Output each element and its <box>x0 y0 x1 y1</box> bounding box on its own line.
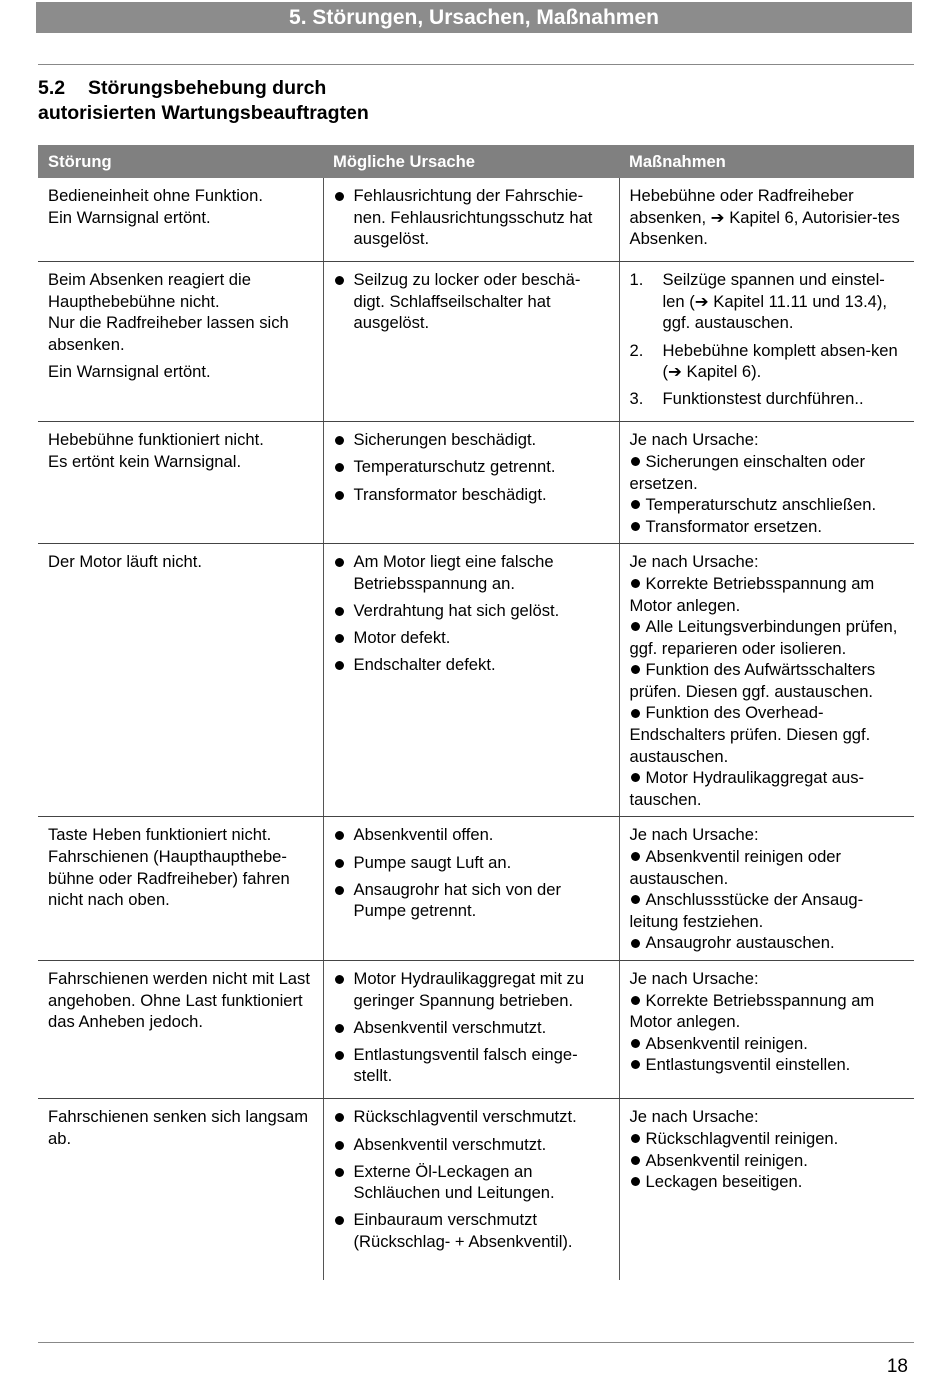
bullet-icon <box>631 895 640 904</box>
stoerung-text: Nur die Radfreiheber lassen sich absenken. <box>48 313 289 355</box>
cell-ursache <box>323 817 619 961</box>
table-header-row <box>38 145 914 178</box>
measure-text: Funktion des Overhead-Endschalters prüfen. Diesen ggf. austauschen. <box>629 703 871 766</box>
table-row <box>38 961 914 1099</box>
header-rule <box>38 64 914 65</box>
cell-stoerung <box>38 817 323 961</box>
stoerung-text: Hebebühne funktioniert nicht. <box>48 430 264 450</box>
measure-item <box>630 990 907 1033</box>
measure-text: Anschlussstücke der Ansaug-leitung festziehen. <box>629 890 864 931</box>
measure-item <box>630 889 907 932</box>
step-text: Funktionstest durchführen.. <box>662 389 864 409</box>
fault-table <box>38 145 914 1280</box>
step-text: Seilzüge spannen und einstel-len (➔ Kapitel 11.11 und 13.4), ggf. austauschen. <box>662 270 888 333</box>
cause-item: Seilzug zu locker oder beschä-digt. Schlaffseilschalter hat ausgelöst. <box>334 269 611 334</box>
bullet-icon <box>631 996 640 1005</box>
measure-text: Korrekte Betriebsspannung am Motor anlegen. <box>629 573 875 615</box>
cell-ursache <box>323 544 619 817</box>
measure-intro: Je nach Ursache: <box>629 825 759 845</box>
cause-item: Rückschlagventil verschmutzt. <box>334 1106 611 1128</box>
measure-item <box>630 702 907 767</box>
section-title-line2: autorisierten Wartungsbeauftragten <box>38 102 369 124</box>
measure-text: Motor Hydraulikaggregat aus-tauschen. <box>629 768 865 809</box>
stoerung-text: Ein Warnsignal ertönt. <box>48 361 211 381</box>
measure-intro: Je nach Ursache: <box>629 969 759 988</box>
bullet-icon <box>631 1039 640 1048</box>
measure-text: Ansaugrohr austauschen. <box>645 933 835 953</box>
cell-ursache <box>323 422 619 544</box>
measure-text: Hebebühne oder Radfreiheber absenken, ➔ Kapitel 6, Autorisier-tes Absenken. <box>629 186 900 249</box>
cause-item: Endschalter defekt. <box>334 654 611 676</box>
measure-intro: Je nach Ursache: <box>629 430 759 450</box>
footer-rule <box>38 1342 914 1343</box>
measure-item <box>630 767 907 810</box>
measure-item <box>630 1054 907 1076</box>
stoerung-text: Fahrschienen werden nicht mit Last angehoben. Ohne Last funktioniert das Anheben jedoch. <box>48 969 310 1032</box>
cause-item: Externe Öl-Leckagen an Schläuchen und Leitungen. <box>334 1161 611 1204</box>
measure-intro: Je nach Ursache: <box>629 1107 759 1127</box>
cause-item: Am Motor liegt eine falsche Betriebsspannung an. <box>334 551 611 594</box>
cell-ursache <box>323 961 619 1099</box>
bullet-icon <box>631 709 640 718</box>
measure-item <box>630 1150 907 1172</box>
cell-stoerung <box>38 422 323 544</box>
measure-text: Entlastungsventil einstellen. <box>645 1055 851 1075</box>
cause-item: Sicherungen beschädigt. <box>334 429 611 451</box>
section-title-line1: Störungsbehebung durch <box>88 77 327 99</box>
measure-item <box>630 932 907 954</box>
measure-text: Sicherungen einschalten oder ersetzen. <box>629 451 866 493</box>
chapter-title: 5. Störungen, Ursachen, Maßnahmen <box>289 5 659 29</box>
cell-massnahmen <box>619 544 914 817</box>
table-row <box>38 544 914 817</box>
col-header-massnahmen: Maßnahmen <box>619 145 914 178</box>
cell-massnahmen <box>619 422 914 544</box>
stoerung-text: Bedieneinheit ohne Funktion. <box>48 186 263 205</box>
bullet-icon <box>631 500 640 509</box>
bullet-icon <box>631 579 640 588</box>
stoerung-text: Fahrschienen senken sich langsam ab. <box>48 1107 309 1149</box>
chapter-header <box>36 2 912 33</box>
bullet-icon <box>631 1060 640 1069</box>
col-header-ursache: Mögliche Ursache <box>323 145 619 178</box>
measure-text: Absenkventil reinigen oder austauschen. <box>629 847 842 888</box>
measure-item <box>630 1033 907 1055</box>
cause-item: Entlastungsventil falsch einge-stellt. <box>334 1044 611 1087</box>
step-item <box>630 269 907 334</box>
measure-item <box>630 516 907 538</box>
table-row <box>38 817 914 961</box>
measure-item <box>630 1128 907 1150</box>
cause-item: Temperaturschutz getrennt. <box>334 456 611 478</box>
measure-item <box>630 1171 907 1193</box>
cause-item: Verdrahtung hat sich gelöst. <box>334 600 611 622</box>
bullet-icon <box>631 457 640 466</box>
measure-text: Absenkventil reinigen. <box>645 1033 808 1053</box>
cell-stoerung <box>38 1099 323 1281</box>
cause-item: Motor defekt. <box>334 627 611 649</box>
bullet-icon <box>631 1177 640 1186</box>
cell-stoerung <box>38 262 323 422</box>
bullet-icon <box>631 1134 640 1143</box>
section-number: 5.2 <box>38 77 66 99</box>
bullet-icon <box>631 522 640 531</box>
measure-text: Korrekte Betriebsspannung am Motor anlegen. <box>629 990 875 1032</box>
cell-massnahmen <box>619 262 914 422</box>
step-number: 3. <box>629 389 644 409</box>
stoerung-text: Der Motor läuft nicht. <box>48 552 203 572</box>
cell-ursache <box>323 178 619 262</box>
measure-text: Absenkventil reinigen. <box>645 1150 808 1170</box>
cell-stoerung <box>38 178 323 262</box>
stoerung-text: Es ertönt kein Warnsignal. <box>48 451 242 471</box>
page-number: 18 <box>886 1356 908 1377</box>
cell-massnahmen <box>619 817 914 961</box>
cause-item: Absenkventil verschmutzt. <box>334 1134 611 1156</box>
cell-ursache <box>323 1099 619 1281</box>
bullet-icon <box>631 852 640 861</box>
measure-item <box>630 846 907 889</box>
bullet-icon <box>631 665 640 674</box>
stoerung-text: Taste Heben funktioniert nicht. Fahrschienen (Haupthaupthebe-bühne oder Radfreiheber) fahren nicht nach oben. <box>48 825 290 910</box>
step-text: Hebebühne komplett absen-ken (➔ Kapitel 6). <box>662 340 898 382</box>
step-item <box>630 388 907 410</box>
cause-item: Motor Hydraulikaggregat mit zu geringer Spannung betrieben. <box>334 968 611 1011</box>
table-row <box>38 178 914 262</box>
measure-text: Transformator ersetzen. <box>645 516 822 536</box>
cause-item: Absenkventil verschmutzt. <box>334 1017 611 1039</box>
cell-ursache <box>323 262 619 422</box>
bullet-icon <box>631 939 640 948</box>
cause-item: Fehlausrichtung der Fahrschie-nen. Fehlausrichtungsschutz hat ausgelöst. <box>334 185 611 250</box>
table-row <box>38 1099 914 1281</box>
cause-item: Ansaugrohr hat sich von der Pumpe getrennt. <box>334 879 611 922</box>
measure-item <box>630 494 907 516</box>
cell-massnahmen <box>619 961 914 1099</box>
table-row <box>38 422 914 544</box>
cell-massnahmen <box>619 178 914 262</box>
step-item <box>630 340 907 383</box>
step-number: 2. <box>629 340 644 360</box>
measure-item <box>630 659 907 702</box>
col-header-stoerung: Störung <box>38 145 323 178</box>
measure-text: Leckagen beseitigen. <box>645 1172 803 1192</box>
cause-item: Pumpe saugt Luft an. <box>334 852 611 874</box>
measure-text: Funktion des Aufwärtsschalters prüfen. Diesen ggf. austauschen. <box>629 660 876 701</box>
step-number: 1. <box>629 270 644 290</box>
cause-item: Absenkventil offen. <box>334 824 611 846</box>
cell-stoerung <box>38 544 323 817</box>
measure-text: Temperaturschutz anschließen. <box>645 495 877 515</box>
stoerung-text: Ein Warnsignal ertönt. <box>48 207 211 227</box>
measure-item <box>630 616 907 659</box>
measure-text: Alle Leitungsverbindungen prüfen, ggf. reparieren oder isolieren. <box>629 617 898 658</box>
measure-text: Rückschlagventil reinigen. <box>645 1129 839 1149</box>
bullet-icon <box>631 622 640 631</box>
measure-intro: Je nach Ursache: <box>629 552 759 572</box>
section-title <box>38 76 369 126</box>
cause-item: Transformator beschädigt. <box>334 484 611 506</box>
cell-stoerung <box>38 961 323 1099</box>
table-row <box>38 262 914 422</box>
bullet-icon <box>631 1156 640 1165</box>
measure-item <box>630 451 907 494</box>
cell-massnahmen <box>619 1099 914 1281</box>
bullet-icon <box>631 773 640 782</box>
measure-item <box>630 573 907 616</box>
stoerung-text: Beim Absenken reagiert die Haupthebebühne nicht. <box>48 270 251 311</box>
cause-item: Einbauraum verschmutzt (Rückschlag- + Absenkventil). <box>334 1209 611 1252</box>
